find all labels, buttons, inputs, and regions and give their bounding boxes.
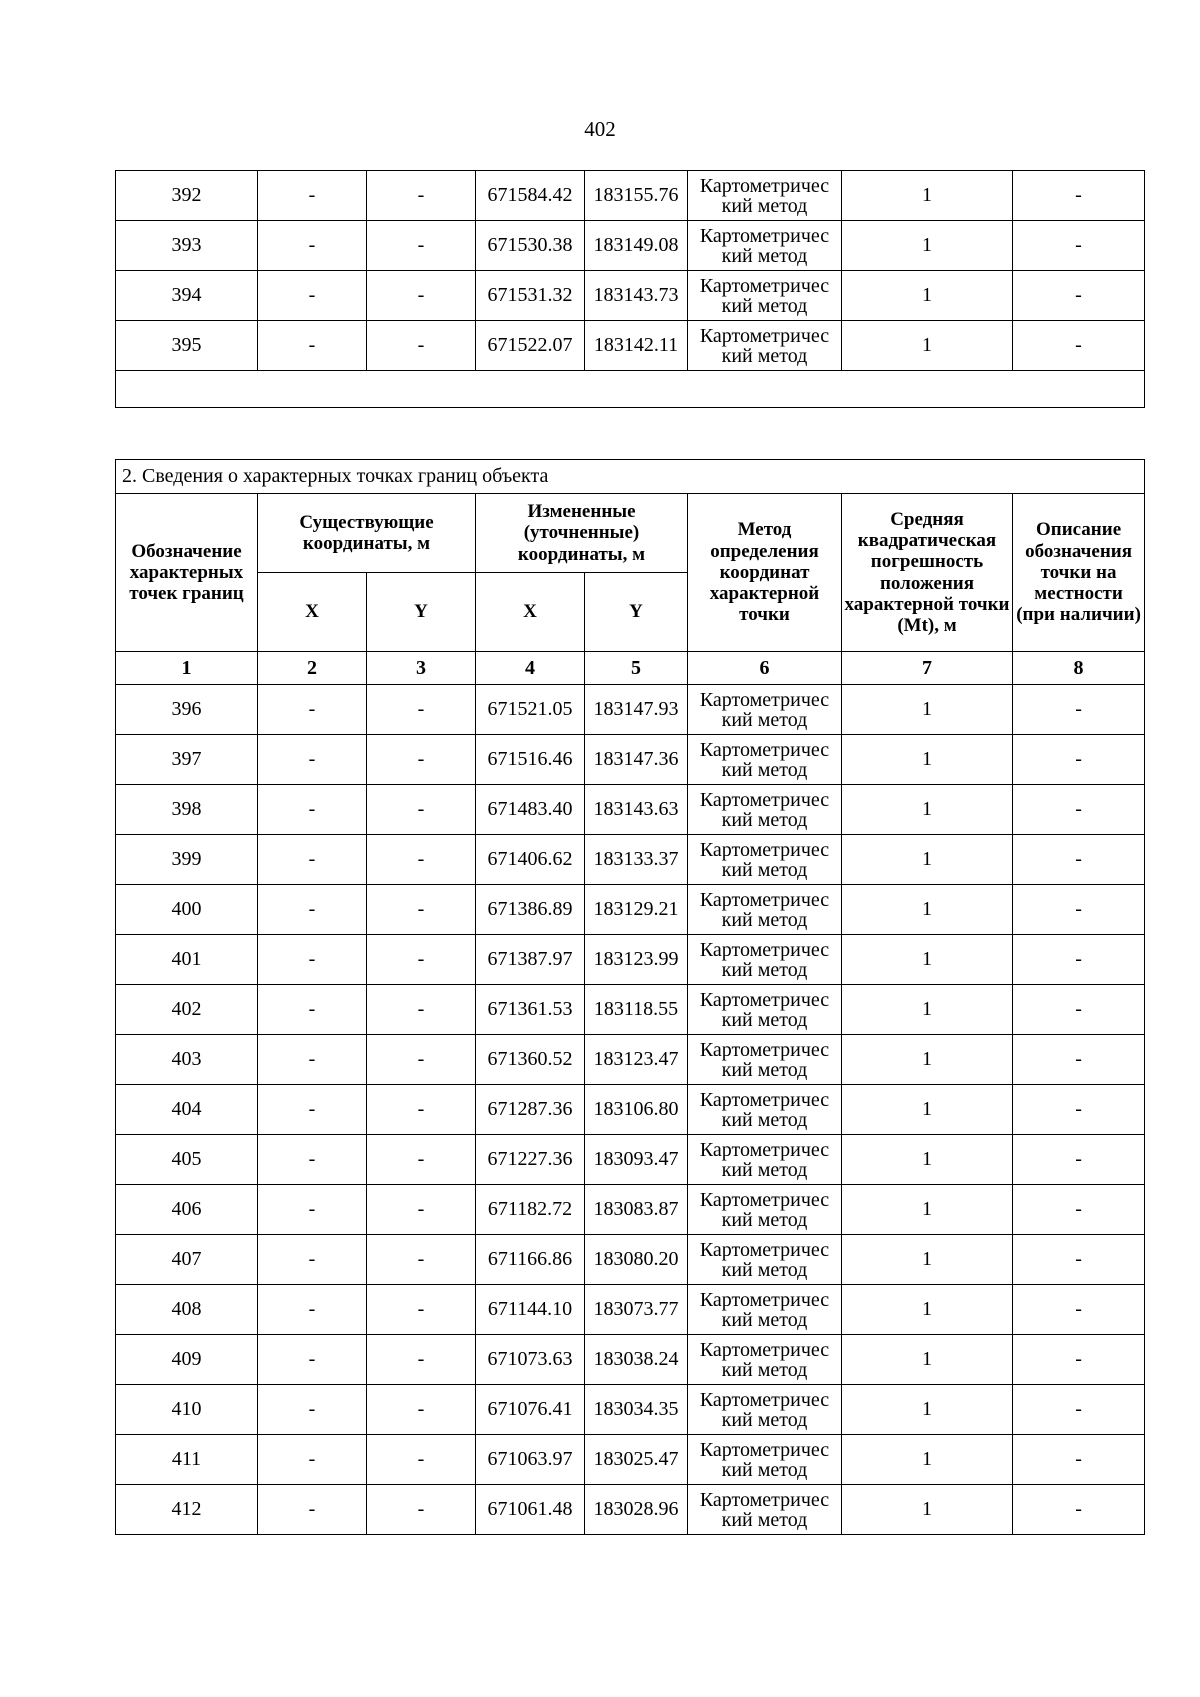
method-cell — [688, 1435, 842, 1485]
header-y-existing: Y — [367, 573, 476, 652]
point-cell: 408 — [116, 1285, 258, 1335]
existing-x-cell: - — [258, 321, 367, 371]
existing-y-cell: - — [367, 935, 476, 985]
existing-x-cell: - — [258, 835, 367, 885]
method-cell — [688, 835, 842, 885]
column-number: 5 — [585, 652, 688, 685]
changed-y-cell: 183123.47 — [585, 1035, 688, 1085]
table2-header — [116, 460, 1145, 685]
description-cell: - — [1013, 785, 1145, 835]
point-cell: 407 — [116, 1235, 258, 1285]
existing-x-cell: - — [258, 1485, 367, 1535]
column-number: 8 — [1013, 652, 1145, 685]
method-cell — [688, 1185, 842, 1235]
changed-x-cell: 671530.38 — [476, 221, 585, 271]
table-row — [116, 785, 1145, 835]
changed-x-cell: 671182.72 — [476, 1185, 585, 1235]
changed-y-cell: 183133.37 — [585, 835, 688, 885]
description-cell: - — [1013, 321, 1145, 371]
method-text: Картометричес кий метод — [699, 1138, 830, 1181]
point-cell: 392 — [116, 171, 258, 221]
empty-cell — [116, 371, 1145, 408]
changed-x-cell: 671516.46 — [476, 735, 585, 785]
description-cell: - — [1013, 935, 1145, 985]
existing-y-cell: - — [367, 785, 476, 835]
header-x-changed: X — [476, 573, 585, 652]
method-text: Картометричес кий метод — [699, 274, 830, 317]
changed-y-cell: 183143.63 — [585, 785, 688, 835]
table-row — [116, 321, 1145, 371]
method-cell — [688, 1085, 842, 1135]
table-row — [116, 1435, 1145, 1485]
method-cell — [688, 321, 842, 371]
accuracy-cell: 1 — [842, 1235, 1013, 1285]
changed-y-cell: 183118.55 — [585, 985, 688, 1035]
table-row — [116, 1035, 1145, 1085]
description-cell: - — [1013, 271, 1145, 321]
changed-y-cell: 183080.20 — [585, 1235, 688, 1285]
existing-y-cell: - — [367, 1235, 476, 1285]
point-cell: 395 — [116, 321, 258, 371]
header-accuracy: Средняя квадратическая погрешность положения характерной точки (Mt), м — [842, 494, 1013, 652]
existing-y-cell: - — [367, 321, 476, 371]
changed-x-cell: 671287.36 — [476, 1085, 585, 1135]
point-cell: 403 — [116, 1035, 258, 1085]
table-row — [116, 1235, 1145, 1285]
point-cell: 402 — [116, 985, 258, 1035]
existing-x-cell: - — [258, 685, 367, 735]
header-point-designation: Обозначение характерных точек границ — [116, 494, 258, 652]
header-description: Описание обозначения точки на местности (при наличии) — [1013, 494, 1145, 652]
changed-x-cell: 671361.53 — [476, 985, 585, 1035]
changed-y-cell: 183142.11 — [585, 321, 688, 371]
accuracy-cell: 1 — [842, 1435, 1013, 1485]
method-text: Картометричес кий метод — [699, 1088, 830, 1131]
existing-y-cell: - — [367, 835, 476, 885]
table-row — [116, 171, 1145, 221]
existing-x-cell: - — [258, 885, 367, 935]
changed-x-cell: 671386.89 — [476, 885, 585, 935]
table-row — [116, 1085, 1145, 1135]
existing-y-cell: - — [367, 1285, 476, 1335]
table1-body — [116, 171, 1145, 408]
existing-y-cell: - — [367, 221, 476, 271]
description-cell: - — [1013, 985, 1145, 1035]
point-cell: 410 — [116, 1385, 258, 1435]
method-cell — [688, 1335, 842, 1385]
accuracy-cell: 1 — [842, 1035, 1013, 1085]
changed-y-cell: 183034.35 — [585, 1385, 688, 1435]
accuracy-cell: 1 — [842, 1285, 1013, 1335]
existing-x-cell: - — [258, 1235, 367, 1285]
changed-x-cell: 671076.41 — [476, 1385, 585, 1435]
accuracy-cell: 1 — [842, 171, 1013, 221]
description-cell: - — [1013, 1435, 1145, 1485]
changed-x-cell: 671387.97 — [476, 935, 585, 985]
table-row — [116, 1185, 1145, 1235]
existing-y-cell: - — [367, 1485, 476, 1535]
method-text: Картометричес кий метод — [699, 688, 830, 731]
description-cell: - — [1013, 1485, 1145, 1535]
method-text: Картометричес кий метод — [699, 1288, 830, 1331]
changed-y-cell: 183129.21 — [585, 885, 688, 935]
existing-x-cell: - — [258, 1285, 367, 1335]
method-text: Картометричес кий метод — [699, 888, 830, 931]
existing-x-cell: - — [258, 171, 367, 221]
column-number: 2 — [258, 652, 367, 685]
accuracy-cell: 1 — [842, 835, 1013, 885]
accuracy-cell: 1 — [842, 1185, 1013, 1235]
description-cell: - — [1013, 735, 1145, 785]
existing-y-cell: - — [367, 1185, 476, 1235]
description-cell: - — [1013, 221, 1145, 271]
method-cell — [688, 1035, 842, 1085]
point-cell: 396 — [116, 685, 258, 735]
boundary-points-table — [115, 459, 1145, 1535]
table-row — [116, 1135, 1145, 1185]
method-text: Картометричес кий метод — [699, 1488, 830, 1531]
existing-x-cell: - — [258, 1035, 367, 1085]
changed-x-cell: 671584.42 — [476, 171, 585, 221]
existing-y-cell: - — [367, 885, 476, 935]
description-cell: - — [1013, 1085, 1145, 1135]
method-text: Картометричес кий метод — [699, 738, 830, 781]
column-numbers-row — [116, 652, 1145, 685]
method-cell — [688, 885, 842, 935]
method-text: Картометричес кий метод — [699, 174, 830, 217]
method-text: Картометричес кий метод — [699, 1238, 830, 1281]
changed-y-cell: 183073.77 — [585, 1285, 688, 1335]
changed-x-cell: 671166.86 — [476, 1235, 585, 1285]
existing-x-cell: - — [258, 1385, 367, 1435]
changed-x-cell: 671360.52 — [476, 1035, 585, 1085]
existing-x-cell: - — [258, 735, 367, 785]
accuracy-cell: 1 — [842, 1385, 1013, 1435]
accuracy-cell: 1 — [842, 685, 1013, 735]
table-row — [116, 835, 1145, 885]
method-text: Картометричес кий метод — [699, 1038, 830, 1081]
method-cell — [688, 935, 842, 985]
existing-y-cell: - — [367, 985, 476, 1035]
description-cell: - — [1013, 1385, 1145, 1435]
point-cell: 406 — [116, 1185, 258, 1235]
existing-y-cell: - — [367, 271, 476, 321]
changed-x-cell: 671061.48 — [476, 1485, 585, 1535]
description-cell: - — [1013, 1185, 1145, 1235]
header-existing-coordinates: Существующие координаты, м — [258, 494, 476, 573]
table1-empty-row — [116, 371, 1145, 408]
header-changed-coordinates: Измененные (уточненные) координаты, м — [476, 494, 688, 573]
changed-y-cell: 183083.87 — [585, 1185, 688, 1235]
table-row — [116, 1285, 1145, 1335]
table-row — [116, 1335, 1145, 1385]
method-cell — [688, 985, 842, 1035]
changed-x-cell: 671063.97 — [476, 1435, 585, 1485]
header-y-changed: Y — [585, 573, 688, 652]
accuracy-cell: 1 — [842, 221, 1013, 271]
point-cell: 400 — [116, 885, 258, 935]
method-cell — [688, 785, 842, 835]
changed-x-cell: 671406.62 — [476, 835, 585, 885]
changed-y-cell: 183155.76 — [585, 171, 688, 221]
point-cell: 401 — [116, 935, 258, 985]
changed-y-cell: 183123.99 — [585, 935, 688, 985]
description-cell: - — [1013, 1035, 1145, 1085]
accuracy-cell: 1 — [842, 271, 1013, 321]
column-number: 7 — [842, 652, 1013, 685]
existing-x-cell: - — [258, 271, 367, 321]
existing-x-cell: - — [258, 1135, 367, 1185]
point-cell: 404 — [116, 1085, 258, 1135]
table-row — [116, 735, 1145, 785]
header-x-existing: X — [258, 573, 367, 652]
existing-y-cell: - — [367, 171, 476, 221]
point-cell: 393 — [116, 221, 258, 271]
table-row — [116, 685, 1145, 735]
changed-y-cell: 183143.73 — [585, 271, 688, 321]
accuracy-cell: 1 — [842, 985, 1013, 1035]
existing-x-cell: - — [258, 785, 367, 835]
existing-x-cell: - — [258, 1085, 367, 1135]
changed-x-cell: 671531.32 — [476, 271, 585, 321]
existing-y-cell: - — [367, 1035, 476, 1085]
changed-y-cell: 183093.47 — [585, 1135, 688, 1185]
description-cell: - — [1013, 1335, 1145, 1385]
existing-x-cell: - — [258, 1185, 367, 1235]
table-row — [116, 1385, 1145, 1435]
existing-y-cell: - — [367, 1335, 476, 1385]
table-row — [116, 935, 1145, 985]
changed-x-cell: 671522.07 — [476, 321, 585, 371]
existing-x-cell: - — [258, 935, 367, 985]
changed-x-cell: 671521.05 — [476, 685, 585, 735]
header-method: Метод определения координат характерной точки — [688, 494, 842, 652]
point-cell: 411 — [116, 1435, 258, 1485]
method-text: Картометричес кий метод — [699, 1188, 830, 1231]
accuracy-cell: 1 — [842, 1485, 1013, 1535]
changed-x-cell: 671227.36 — [476, 1135, 585, 1185]
description-cell: - — [1013, 835, 1145, 885]
accuracy-cell: 1 — [842, 1335, 1013, 1385]
accuracy-cell: 1 — [842, 735, 1013, 785]
existing-y-cell: - — [367, 1085, 476, 1135]
column-number: 6 — [688, 652, 842, 685]
point-cell: 397 — [116, 735, 258, 785]
table2-body — [116, 685, 1145, 1535]
page-number: 402 — [584, 117, 616, 141]
method-text: Картометричес кий метод — [699, 1388, 830, 1431]
changed-x-cell: 671483.40 — [476, 785, 585, 835]
description-cell: - — [1013, 1235, 1145, 1285]
changed-x-cell: 671144.10 — [476, 1285, 585, 1335]
table-row — [116, 1485, 1145, 1535]
existing-y-cell: - — [367, 1435, 476, 1485]
existing-x-cell: - — [258, 985, 367, 1035]
changed-x-cell: 671073.63 — [476, 1335, 585, 1385]
changed-y-cell: 183025.47 — [585, 1435, 688, 1485]
description-cell: - — [1013, 171, 1145, 221]
existing-x-cell: - — [258, 1335, 367, 1385]
method-text: Картометричес кий метод — [699, 788, 830, 831]
table-row — [116, 885, 1145, 935]
description-cell: - — [1013, 685, 1145, 735]
column-number: 3 — [367, 652, 476, 685]
method-text: Картометричес кий метод — [699, 324, 830, 367]
existing-x-cell: - — [258, 1435, 367, 1485]
method-cell — [688, 1235, 842, 1285]
method-cell — [688, 221, 842, 271]
point-cell: 399 — [116, 835, 258, 885]
method-text: Картометричес кий метод — [699, 224, 830, 267]
column-number: 1 — [116, 652, 258, 685]
changed-y-cell: 183147.36 — [585, 735, 688, 785]
changed-y-cell: 183106.80 — [585, 1085, 688, 1135]
changed-y-cell: 183147.93 — [585, 685, 688, 735]
existing-y-cell: - — [367, 735, 476, 785]
changed-y-cell: 183038.24 — [585, 1335, 688, 1385]
method-text: Картометричес кий метод — [699, 938, 830, 981]
method-cell — [688, 171, 842, 221]
existing-y-cell: - — [367, 1135, 476, 1185]
point-cell: 394 — [116, 271, 258, 321]
method-cell — [688, 271, 842, 321]
table-row — [116, 271, 1145, 321]
accuracy-cell: 1 — [842, 885, 1013, 935]
method-cell — [688, 1285, 842, 1335]
method-cell — [688, 1385, 842, 1435]
method-text: Картометричес кий метод — [699, 1438, 830, 1481]
method-cell — [688, 735, 842, 785]
method-text: Картометричес кий метод — [699, 988, 830, 1031]
accuracy-cell: 1 — [842, 785, 1013, 835]
coordinates-table-continued — [115, 170, 1145, 408]
table-caption: 2. Сведения о характерных точках границ объекта — [116, 460, 1145, 494]
existing-y-cell: - — [367, 685, 476, 735]
point-cell: 405 — [116, 1135, 258, 1185]
existing-y-cell: - — [367, 1385, 476, 1435]
changed-y-cell: 183028.96 — [585, 1485, 688, 1535]
accuracy-cell: 1 — [842, 1085, 1013, 1135]
method-cell — [688, 1485, 842, 1535]
accuracy-cell: 1 — [842, 1135, 1013, 1185]
table-row — [116, 985, 1145, 1035]
changed-y-cell: 183149.08 — [585, 221, 688, 271]
existing-x-cell: - — [258, 221, 367, 271]
method-text: Картометричес кий метод — [699, 1338, 830, 1381]
method-text: Картометричес кий метод — [699, 838, 830, 881]
column-number: 4 — [476, 652, 585, 685]
description-cell: - — [1013, 885, 1145, 935]
point-cell: 409 — [116, 1335, 258, 1385]
accuracy-cell: 1 — [842, 935, 1013, 985]
description-cell: - — [1013, 1285, 1145, 1335]
table-row — [116, 221, 1145, 271]
accuracy-cell: 1 — [842, 321, 1013, 371]
point-cell: 398 — [116, 785, 258, 835]
method-cell — [688, 1135, 842, 1185]
method-cell — [688, 685, 842, 735]
point-cell: 412 — [116, 1485, 258, 1535]
description-cell: - — [1013, 1135, 1145, 1185]
